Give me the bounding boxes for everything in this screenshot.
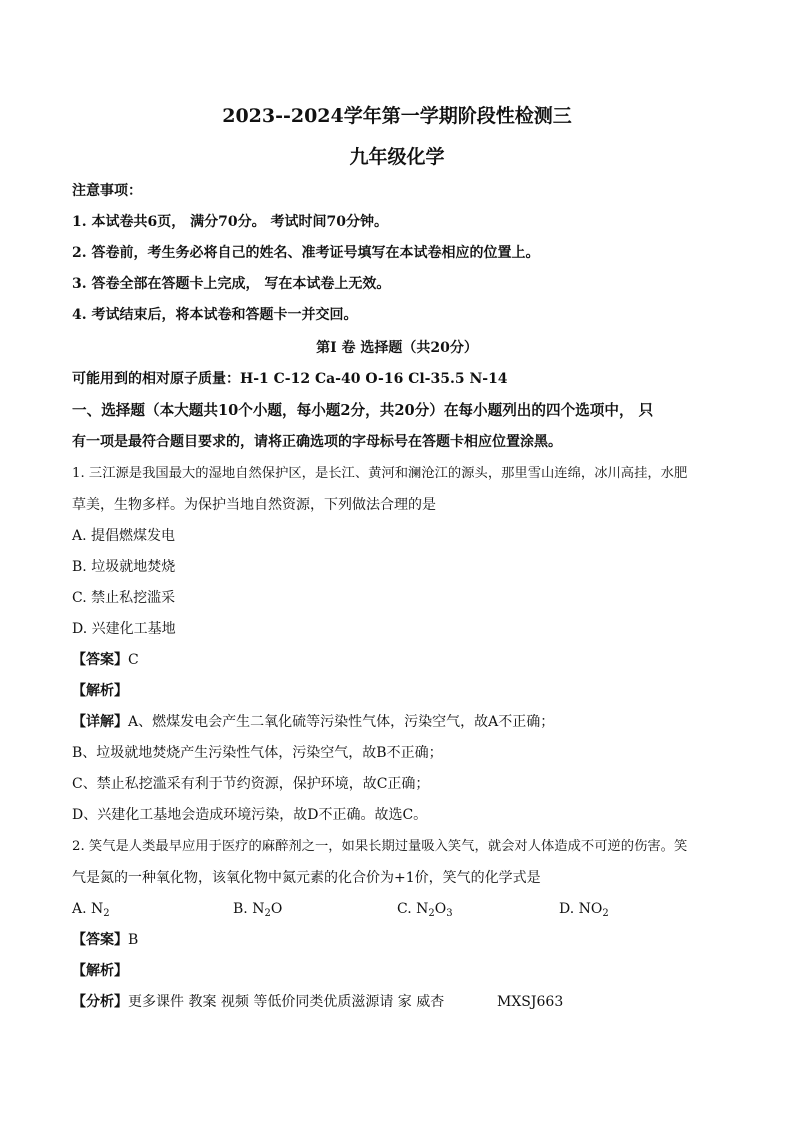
part-one-instructions-line-1: 一、选择题（本大题共10个小题，每小题2分，共20分）在每小题列出的四个选项中， 只 bbox=[72, 402, 654, 419]
question-1-detail-line-2: B、垃圾就地焚烧产生污染性气体，污染空气，故B不正确； bbox=[72, 745, 443, 761]
answer-value: B bbox=[128, 932, 139, 948]
question-2-stem-line-2: 气是氮的一种氧化物，该氧化物中氮元素的化合价为+1价，笑气的化学式是 bbox=[72, 870, 541, 886]
question-2-option-b: B. $N_2O$ bbox=[233, 901, 283, 919]
question-1-option-d: D. 兴建化工基地 bbox=[72, 621, 176, 637]
question-1-stem-line-1: 1. 三江源是我国最大的湿地自然保护区，是长江、黄河和澜沧江的源头，那里雪山连绵，冰川高挂，水肥 bbox=[72, 466, 688, 481]
question-1-detail-line-1 bbox=[72, 712, 554, 732]
notice-item-3: 3. 答卷全部在答题卡上完成， 写在本试卷上无效。 bbox=[72, 276, 391, 292]
notice-heading: 注意事项： bbox=[72, 183, 142, 199]
fenxi-text: 更多课件 教案 视频 等低价同类优质滋源请 家 威杏 bbox=[128, 994, 445, 1010]
page-title: 2023--2024学年第一学期阶段性检测三 bbox=[222, 105, 572, 127]
answer-tag: 【答案】 bbox=[72, 932, 128, 948]
detail-tag: 【详解】 bbox=[72, 714, 128, 730]
analysis-tag: 【解析】 bbox=[72, 683, 128, 699]
fenxi-tag: 【分析】 bbox=[72, 994, 128, 1010]
question-1-analysis bbox=[72, 681, 128, 701]
question-1-answer bbox=[72, 650, 139, 670]
analysis-tag: 【解析】 bbox=[72, 963, 128, 979]
notice-item-1: 1. 本试卷共6页， 满分70分。 考试时间70分钟。 bbox=[72, 214, 388, 230]
question-1-option-b: B. 垃圾就地焚烧 bbox=[72, 559, 176, 575]
detail-text: A、燃煤发电会产生二氧化硫等污染性气体，污染空气，故A不正确； bbox=[128, 714, 555, 730]
answer-tag: 【答案】 bbox=[72, 652, 128, 668]
question-2-answer bbox=[72, 930, 138, 950]
question-2-fenxi bbox=[72, 992, 444, 1012]
question-2-analysis bbox=[72, 961, 128, 981]
notice-item-4: 4. 考试结束后，将本试卷和答题卡一并交回。 bbox=[72, 307, 358, 323]
question-1-detail-line-4: D、兴建化工基地会造成环境污染，故D不正确。故选C。 bbox=[72, 807, 428, 823]
question-1-detail-line-3: C、禁止私挖滥采有利于节约资源，保护环境，故C正确； bbox=[72, 776, 430, 792]
atomic-mass-line: 可能用到的相对原子质量：H-1 C-12 Ca-40 O-16 Cl-35.5 N-14 bbox=[72, 371, 508, 387]
question-1-stem-line-2: 草美，生物多样。为保护当地自然资源，下列做法合理的是 bbox=[72, 497, 436, 513]
answer-value: C bbox=[128, 652, 139, 668]
section-title: 第I 卷 选择题（共20分） bbox=[316, 340, 478, 356]
question-1-option-a: A. 提倡燃煤发电 bbox=[72, 528, 176, 544]
question-2-option-d: D. $NO_2$ bbox=[559, 901, 609, 919]
notice-item-2: 2. 答卷前，考生务必将自己的姓名、准考证号填写在本试卷相应的位置上。 bbox=[72, 245, 540, 261]
part-one-instructions-line-2: 有一项是最符合题目要求的，请将正确选项的字母标号在答题卡相应位置涂黑。 bbox=[72, 434, 562, 450]
watermark-code: MXSJ663 bbox=[497, 994, 564, 1010]
question-2-option-c: C. $N_2O_3$ bbox=[397, 901, 453, 919]
page-subtitle: 九年级化学 bbox=[349, 146, 445, 168]
question-1-option-c: C. 禁止私挖滥采 bbox=[72, 590, 176, 606]
question-2-stem-line-1: 2. 笑气是人类最早应用于医疗的麻醉剂之一，如果长期过量吸入笑气，就会对人体造成不可逆的伤害。笑 bbox=[72, 839, 688, 854]
question-2-option-a: A. $N_2$ bbox=[72, 901, 110, 919]
